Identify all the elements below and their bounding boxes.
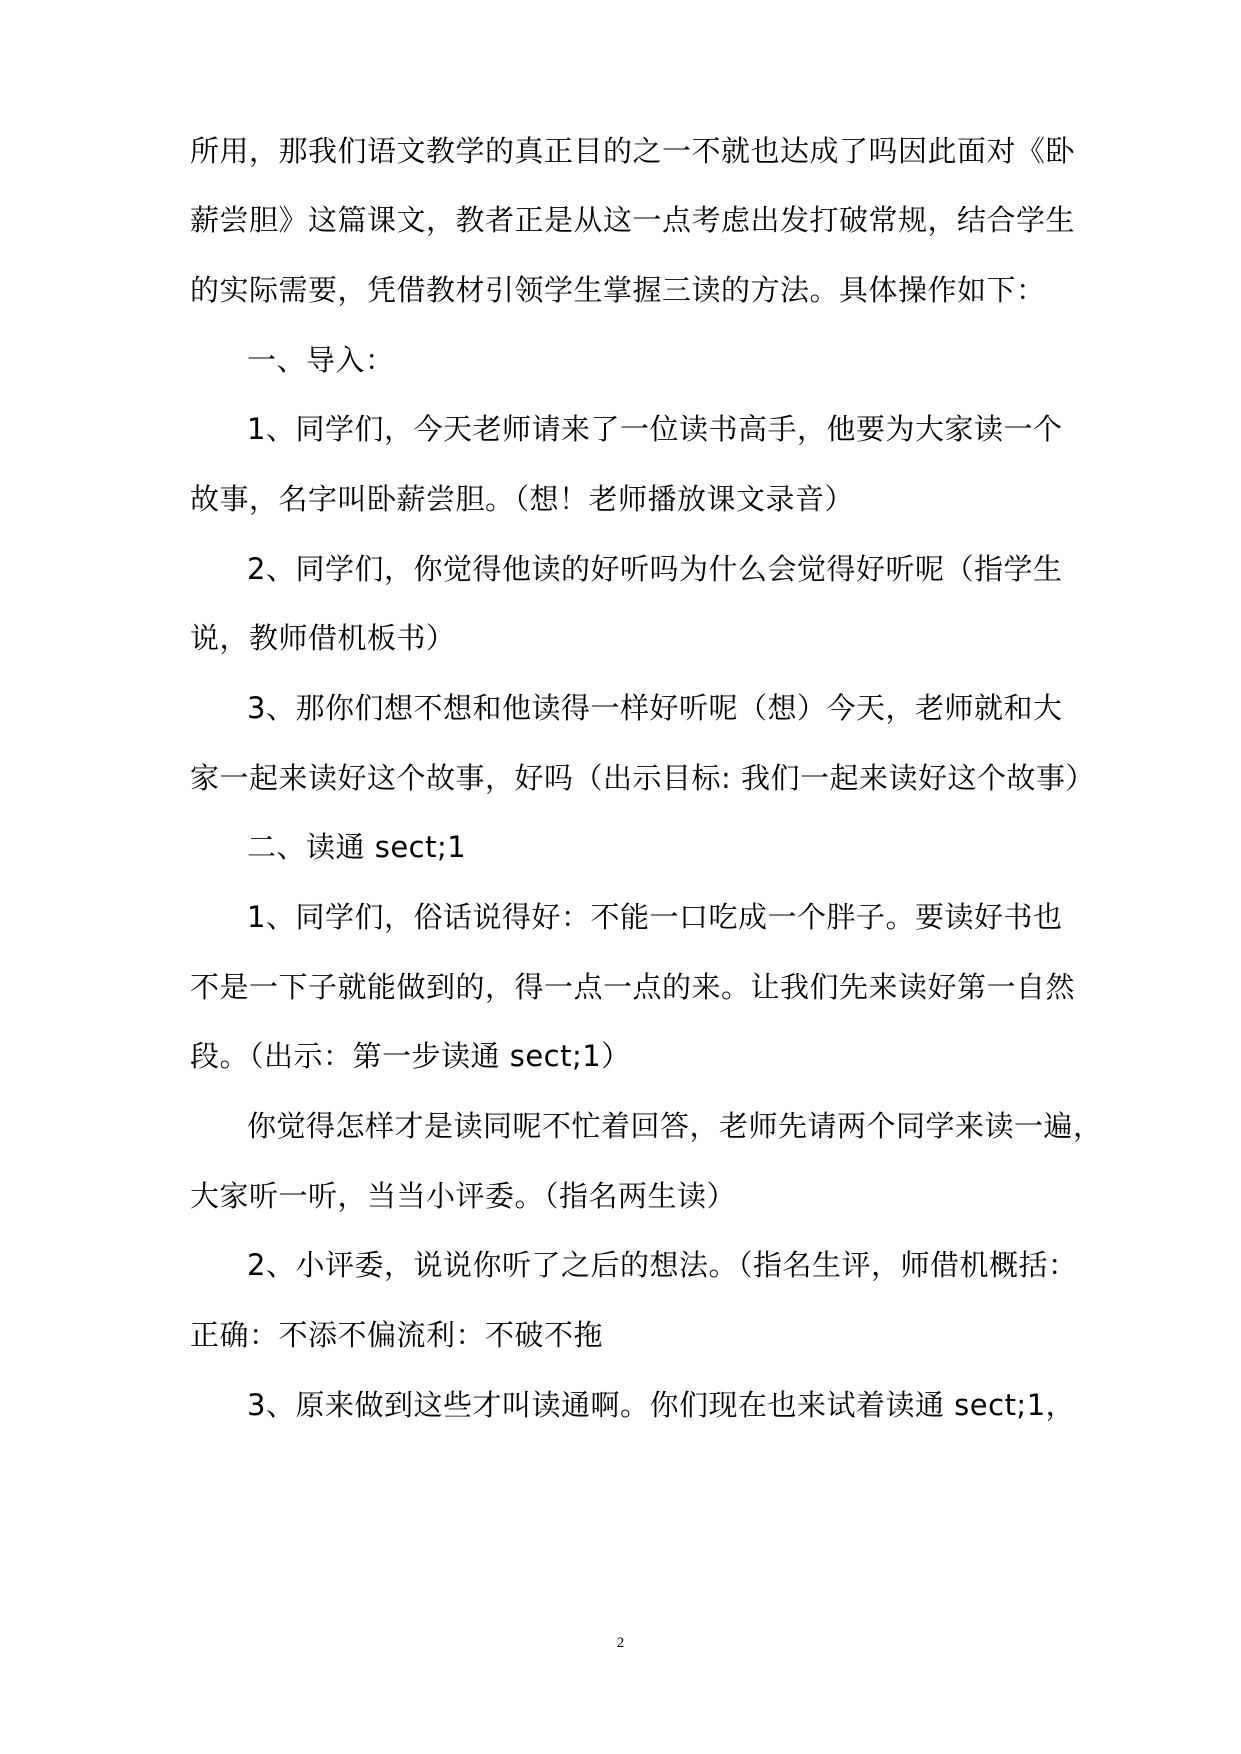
- text-line-1: 所用，那我们语文教学的真正目的之一不就也达成了吗因此面对《卧: [190, 134, 1076, 168]
- text-line-17: 2、小评委，说说你听了之后的想法。（指名生评，师借机概括：: [247, 1248, 1078, 1282]
- section-heading-intro: 一、导入：: [247, 343, 395, 377]
- text-line-13: 不是一下子就能做到的，得一点一点的来。让我们先来读好第一自然: [190, 970, 1076, 1004]
- text-line-10: 家一起来读好这个故事，好吗（出示目标: 我们一起来读好这个故事）: [190, 761, 1095, 795]
- text-line-3: 的实际需要，凭借教材引领学生掌握三读的方法。具体操作如下：: [190, 273, 1046, 307]
- text-line-5: 1、同学们，今天老师请来了一位读书高手，他要为大家读一个: [247, 412, 1063, 446]
- text-line-2: 薪尝胆》这篇课文，教者正是从这一点考虑出发打破常规，结合学生: [190, 203, 1076, 237]
- text-line-9: 3、那你们想不想和他读得一样好听呢（想）今天，老师就和大: [247, 691, 1063, 725]
- text-line-19: 3、原来做到这些才叫读通啊。你们现在也来试着读通 sect;1，: [247, 1388, 1076, 1422]
- text-line-16: 大家听一听，当当小评委。（指名两生读）: [190, 1179, 737, 1213]
- section-heading-read: 二、读通 sect;1: [247, 830, 467, 864]
- text-line-12: 1、同学们，俗话说得好：不能一口吃成一个胖子。要读好书也: [247, 900, 1063, 934]
- text-line-15: 你觉得怎样才是读同呢不忙着回答，老师先请两个同学来读一遍，: [247, 1109, 1103, 1143]
- text-line-7: 2、同学们，你觉得他读的好听吗为什么会觉得好听呢（指学生: [247, 552, 1063, 586]
- text-line-8: 说，教师借机板书）: [190, 621, 456, 655]
- text-line-6: 故事，名字叫卧薪尝胆。（想！老师播放课文录音）: [190, 482, 855, 516]
- text-line-14: 段。（出示：第一步读通 sect;1）: [190, 1039, 631, 1073]
- text-line-18: 正确：不添不偏流利：不破不拖: [190, 1318, 604, 1352]
- page-number: 2: [616, 1635, 625, 1651]
